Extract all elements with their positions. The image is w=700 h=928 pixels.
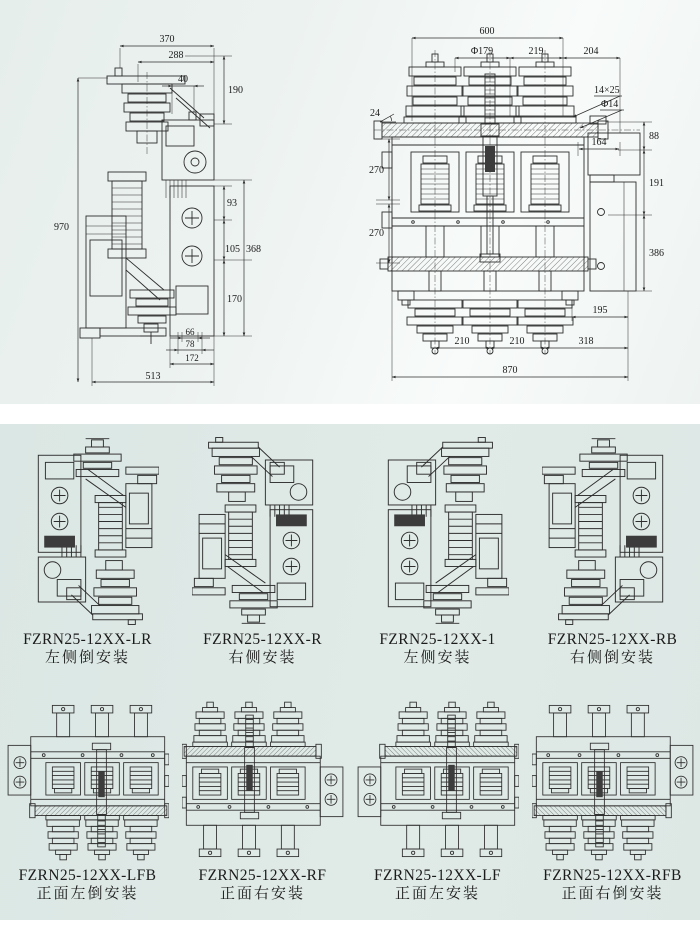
dim-170: 170: [227, 294, 242, 305]
variant-lr-drawing: [17, 436, 159, 626]
dim-219: 219: [528, 46, 544, 57]
dim-172: 172: [185, 353, 199, 363]
variant-model: FZRN25-12XX-RF: [198, 867, 327, 884]
variant-desc: 正面左倒安装: [36, 886, 139, 903]
variant-model: FZRN25-12XX-RB: [547, 631, 678, 648]
dim-368: 368: [246, 244, 261, 255]
variant-rf: [175, 692, 350, 920]
side-view-dimensions: [54, 34, 261, 386]
dim-78: 78: [185, 339, 195, 349]
variant-desc: 右侧安装: [228, 650, 297, 667]
dim-386: 386: [649, 248, 664, 259]
variant-rb-drawing: [542, 436, 684, 626]
variant-model: FZRN25-12XX-LFB: [18, 867, 157, 884]
dim-870: 870: [502, 365, 518, 376]
dim-210b: 210: [509, 336, 525, 347]
variant-desc: 右侧倒安装: [569, 650, 655, 667]
variant-r-drawing: [192, 436, 334, 626]
dim-phi14: Φ14: [601, 99, 619, 110]
variant-1: [350, 424, 525, 692]
variant-r: [175, 424, 350, 692]
variant-rb: [525, 424, 700, 692]
dim-phi179: Φ179: [470, 46, 494, 57]
variant-model: FZRN25-12XX-1: [379, 631, 496, 648]
dim-370: 370: [159, 34, 175, 45]
dim-210a: 210: [454, 336, 470, 347]
variant-lf: [350, 692, 525, 920]
variant-model: FZRN25-12XX-RFB: [543, 867, 682, 884]
dim-190: 190: [228, 85, 243, 96]
dim-93: 93: [227, 198, 237, 209]
section-divider: [0, 404, 700, 424]
dimension-drawings-section: [0, 0, 700, 404]
dim-24: 24: [370, 108, 380, 119]
center-actuator: [480, 74, 500, 262]
variant-lfb-drawing: [7, 700, 169, 862]
variant-desc: 正面左安装: [394, 886, 480, 903]
dim-318: 318: [578, 336, 594, 347]
variant-desc: 正面右安装: [219, 886, 305, 903]
dim-600: 600: [479, 26, 495, 37]
variant-desc: 左侧倒安装: [44, 650, 130, 667]
dim-164: 164: [591, 137, 607, 148]
dim-slot-14x25: 14×25: [594, 85, 620, 96]
mounting-variants-section: [0, 424, 700, 920]
dim-40: 40: [178, 74, 188, 85]
dim-195: 195: [592, 305, 608, 316]
front-view-dimensions: [369, 26, 664, 381]
dim-970: 970: [54, 222, 69, 233]
dim-270a: 270: [369, 165, 384, 176]
variant-lf-drawing: [357, 700, 519, 862]
dim-105: 105: [225, 244, 240, 255]
dim-513: 513: [145, 371, 161, 382]
dim-270b: 270: [369, 228, 384, 239]
variant-lr: [0, 424, 175, 692]
front-view-dimension-drawing: [368, 16, 698, 388]
variant-model: FZRN25-12XX-LF: [373, 867, 502, 884]
variant-model: FZRN25-12XX-R: [203, 631, 322, 648]
variant-rf-drawing: [182, 700, 344, 862]
variant-desc: 正面右倒安装: [561, 886, 664, 903]
dim-66: 66: [185, 327, 195, 337]
variant-desc: 左侧安装: [403, 650, 472, 667]
dim-88: 88: [649, 131, 659, 142]
dim-204: 204: [583, 46, 599, 57]
variant-model: FZRN25-12XX-LR: [23, 631, 152, 648]
variant-rfb: [525, 692, 700, 920]
bottom-margin-strip: [0, 920, 700, 928]
dim-191: 191: [649, 178, 664, 189]
variant-lfb: [0, 692, 175, 920]
variant-rfb-drawing: [532, 700, 694, 862]
variant-1-drawing: [367, 436, 509, 626]
dim-288: 288: [168, 50, 184, 61]
side-view-dimension-drawing: [52, 28, 292, 403]
